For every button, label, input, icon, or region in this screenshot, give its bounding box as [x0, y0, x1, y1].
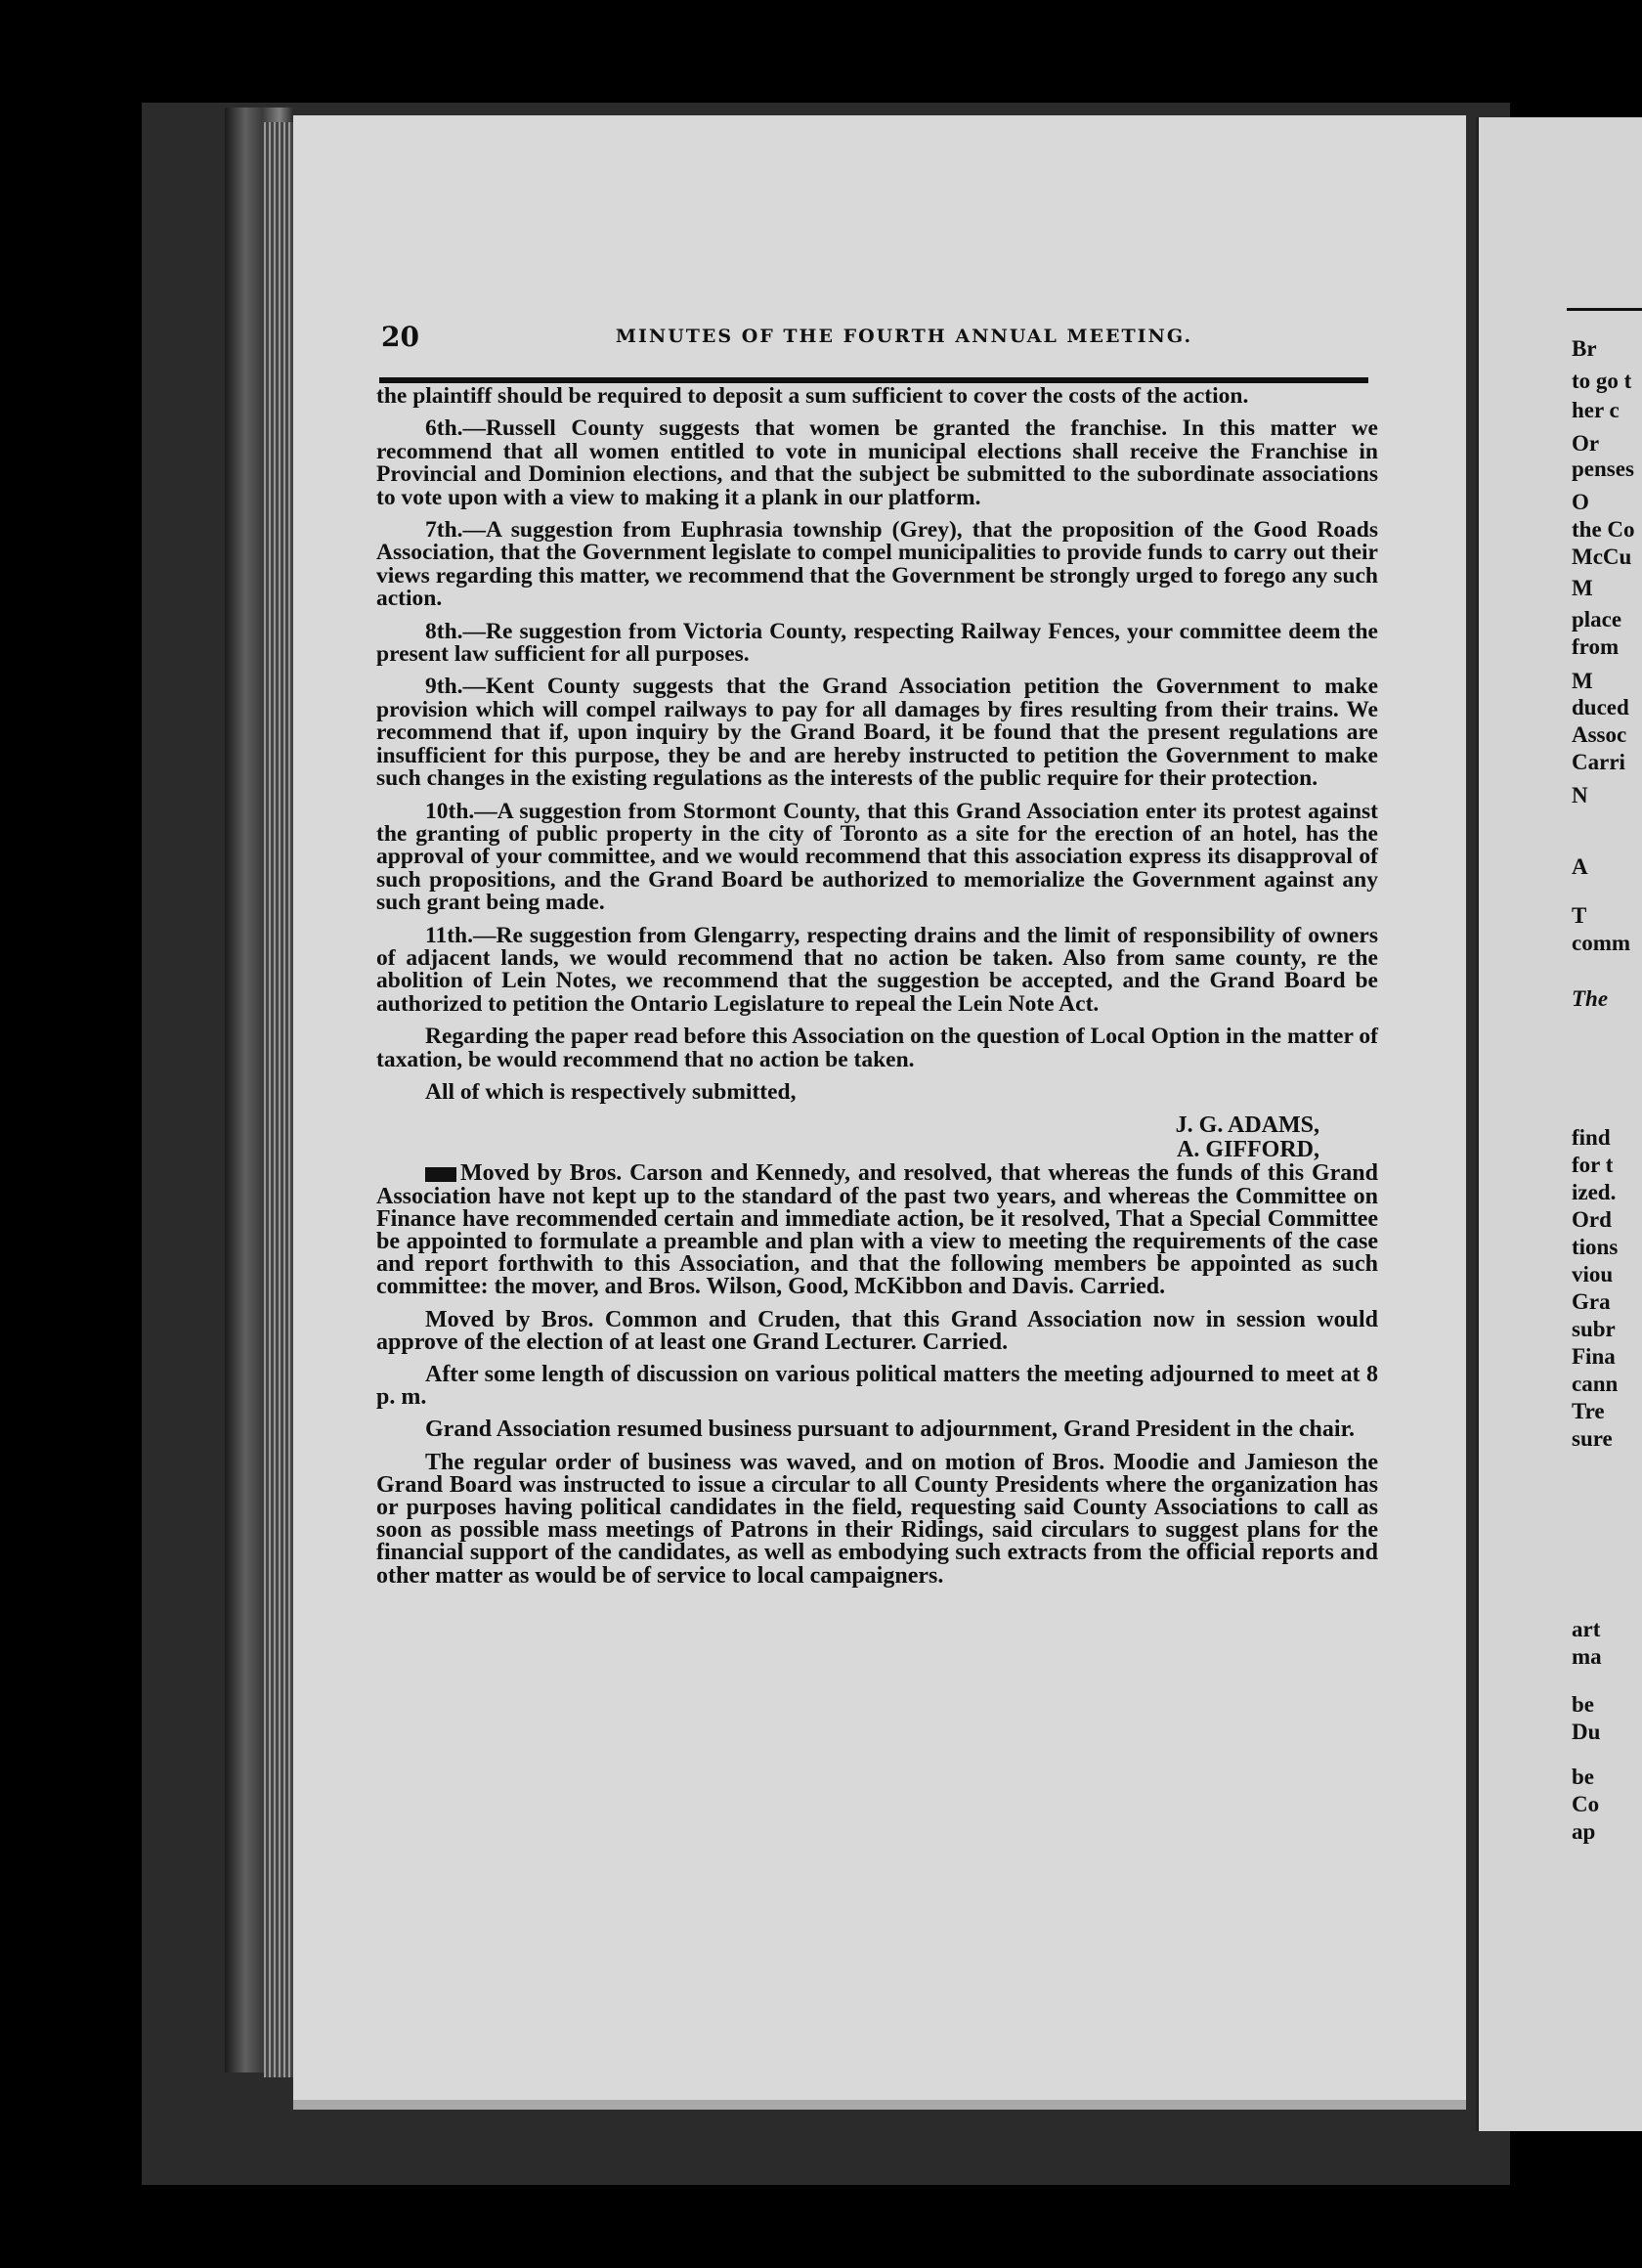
- facing-page-fragment: be: [1572, 1692, 1594, 1717]
- facing-page-fragment: A: [1572, 854, 1588, 879]
- facing-page-fragment: O: [1572, 490, 1589, 514]
- paragraph-resumed: Grand Association resumed business pursuant to adjournment, Grand President in the chair.: [425, 1417, 1356, 1443]
- facing-page-fragment: T: [1572, 903, 1587, 928]
- paragraph-11th: 11th.—Re suggestion from Glengarry, respecting drains and the limit of responsibility of owners of adjacent lands, we would recommend that no action be taken. Also from same county, re the abolition of Lein Notes, we recommend that the suggestion be accepted, and the Grand Board be authorized to petition the Ontario Legislature to repeal the Lein Note Act.: [376, 922, 1378, 1017]
- paragraph-carson-kennedy-text: Moved by Bros. Carson and Kennedy, and resolved, that whereas the funds of this Grand Association have not kept up to the standard of the past two years, and whereas the Committee on Finance have recommended certain and immediate action, be it resolved, That a Special Committee be appointed to formulate a preamble and plan with a view to meeting the requirements of the case and report forthwith to this Association, and that the following members be appointed as such committee: the mover, and Bros. Wilson, Good, McKibbon and Davis. Carried.: [376, 1160, 1378, 1300]
- facing-page-fragment: Assoc: [1572, 722, 1627, 747]
- signatures: [376, 1113, 1378, 1162]
- facing-page-fragment: M: [1572, 576, 1593, 600]
- page-edges: [264, 122, 293, 2077]
- facing-page-fragment: M: [1572, 669, 1593, 693]
- facing-page-fragment: Ord: [1572, 1207, 1612, 1232]
- margin-marker-icon: [425, 1167, 456, 1182]
- signature-adams: J. G. ADAMS,: [1175, 1112, 1319, 1139]
- facing-page-fragment: from: [1572, 634, 1620, 659]
- paragraph-common-cruden: Moved by Bros. Common and Cruden, that this Grand Association now in session would approve of the election of at least one Grand Lecturer. Carried.: [376, 1306, 1378, 1355]
- facing-page: [1476, 117, 1642, 2131]
- facing-page-fragment: Du: [1572, 1720, 1601, 1744]
- facing-page-fragment: penses: [1572, 457, 1634, 481]
- paragraph-8th: 8th.—Re suggestion from Victoria County, respecting Railway Fences, your committee deem the present law sufficient for all purposes.: [376, 618, 1378, 668]
- facing-page-fragment: to go t: [1572, 369, 1632, 393]
- paragraph-submitted: All of which is respectively submitted,: [425, 1078, 797, 1105]
- facing-page-fragment: Fina: [1572, 1344, 1616, 1369]
- facing-page-fragment: N: [1572, 783, 1588, 807]
- facing-page-fragment: ized.: [1572, 1180, 1617, 1204]
- facing-page-fragment: be: [1572, 1765, 1594, 1789]
- running-head: MINUTES OF THE FOURTH ANNUAL MEETING.: [615, 326, 1193, 347]
- facing-page-fragment: place: [1572, 607, 1622, 632]
- facing-page-fragment: for t: [1572, 1153, 1614, 1177]
- facing-page-fragment: Or: [1572, 431, 1600, 456]
- facing-page-fragment: the Co: [1572, 517, 1635, 542]
- facing-page-fragment: viou: [1572, 1262, 1614, 1287]
- paragraph-adjourned: After some length of discussion on various political matters the meeting adjourned to meet at 8 p. m.: [376, 1362, 1378, 1411]
- facing-page-fragment: Carri: [1572, 750, 1625, 774]
- facing-page-fragment: tions: [1572, 1235, 1619, 1259]
- paragraph-local-option: Regarding the paper read before this Association on the question of Local Option in the matter of taxation, be would recommend that no action be taken.: [376, 1024, 1378, 1072]
- page-number: 20: [381, 321, 419, 353]
- paragraph-10th: 10th.—A suggestion from Stormont County, that this Grand Association enter its protest against the granting of public property in the city of Toronto as a site for the erection of an hotel, has the approval of your committee, and we would recommend that this association express its disapproval of such propositions, and the Grand Board be authorized to memorialize the Government against any such grant being made.: [376, 798, 1378, 916]
- facing-page-rule: [1567, 308, 1642, 311]
- facing-page-fragment: cann: [1572, 1372, 1619, 1396]
- facing-page-fragment: McCu: [1572, 545, 1632, 569]
- facing-page-fragment: duced: [1572, 695, 1629, 720]
- facing-page-fragment: The: [1572, 986, 1609, 1011]
- facing-page-fragment: Co: [1572, 1792, 1600, 1816]
- paragraph-9th: 9th.—Kent County suggests that the Grand Association petition the Government to make provision which will compel railways to pay for all damages by fires resulting from their trains. We recommend that if, upon inquiry by the Grand Board, it be found that the present regulations are insufficient for this purpose, they be and are hereby instructed to petition the Government to make such changes in the existing regulations as the interests of the public require for their protection.: [376, 674, 1378, 792]
- facing-page-fragment: Gra: [1572, 1289, 1611, 1314]
- page-body: [376, 385, 1378, 1597]
- facing-page-fragment: ma: [1572, 1644, 1602, 1669]
- facing-page-fragment: Tre: [1572, 1399, 1605, 1423]
- facing-page-fragment: art: [1572, 1617, 1601, 1641]
- facing-page-fragment: subr: [1572, 1317, 1616, 1341]
- facing-page-fragment: Br: [1572, 336, 1597, 361]
- facing-page-fragment: her c: [1572, 398, 1620, 422]
- paragraph-circular: The regular order of business was waved, and on motion of Bros. Moodie and Jamieson the Grand Board was instructed to issue a circular to all County Presidents where the organization has or purposes having political candidates in the field, requesting said County Associations to call as soon as possible mass meetings of Patrons in their Ridings, said circulars to suggest plans for the financial support of the candidates, as well as embodying such extracts from the official reports and other matter as would be of service to local campaigners.: [376, 1449, 1378, 1589]
- facing-page-fragment: comm: [1572, 931, 1631, 955]
- paragraph-7th: 7th.—A suggestion from Euphrasia township (Grey), that the proposition of the Good Roads Association, that the Government legislate to compel municipalities to provide funds to carry out their views regarding this matter, we recommend that the Government be strongly urged to forego any such action.: [376, 517, 1378, 612]
- paragraph-carson-kennedy: [376, 1162, 1378, 1298]
- page-header: [381, 321, 1368, 356]
- paragraph-6th: 6th.—Russell County suggests that women be granted the franchise. In this matter we recommend that all women entitled to vote in municipal elections shall receive the Franchise in Provincial and Dominion elections, and that the subject be submitted to the subordinate associations to vote upon with a view to making it a plank in our platform.: [376, 415, 1378, 510]
- signature-gifford: A. GIFFORD,: [1177, 1137, 1319, 1163]
- left-page: [293, 115, 1466, 2110]
- facing-page-fragment: sure: [1572, 1426, 1613, 1451]
- facing-page-fragment: find: [1572, 1125, 1611, 1150]
- facing-page-fragment: ap: [1572, 1819, 1596, 1844]
- paragraph-continuation: the plaintiff should be required to deposit a sum sufficient to cover the costs of the action.: [376, 383, 1249, 409]
